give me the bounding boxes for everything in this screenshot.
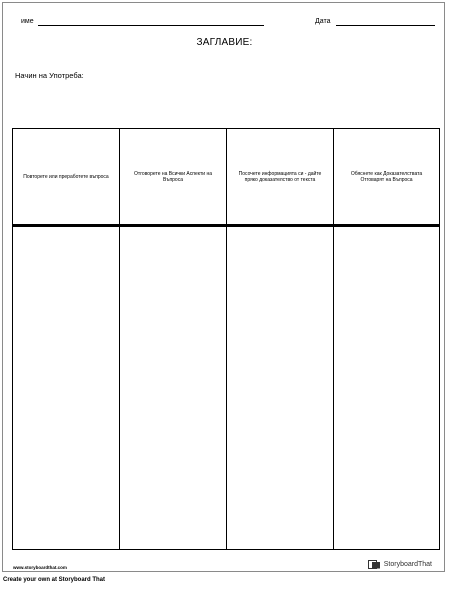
create-your-own-link[interactable]: Create your own at Storyboard That — [3, 577, 106, 583]
date-line — [336, 25, 435, 26]
usage-label: Начин на Употреба: — [15, 71, 84, 80]
worksheet-table — [12, 128, 440, 550]
column-header-explain: Обяснете как Доказателствата Отговарят на Въпроса — [350, 170, 423, 183]
column-header-cite: Посочете информацията си - дайте пряко доказателство от текста — [238, 170, 322, 183]
site-url: www.storyboardthat.com — [13, 565, 67, 570]
name-line — [38, 25, 264, 26]
column-header-restate: Повторете или преработете въпроса — [23, 173, 109, 180]
name-label: име — [21, 18, 34, 25]
date-label: Дата — [315, 18, 331, 25]
storyboard-icon — [368, 560, 381, 569]
worksheet-page — [2, 2, 445, 572]
brand-name: StoryboardThat — [383, 561, 432, 568]
page-title: ЗАГЛАВИЕ: — [196, 37, 253, 48]
column-header-answer: Отговорете на Всички Аспекти на Въпроса — [134, 170, 212, 183]
storyboardthat-logo — [368, 560, 432, 569]
